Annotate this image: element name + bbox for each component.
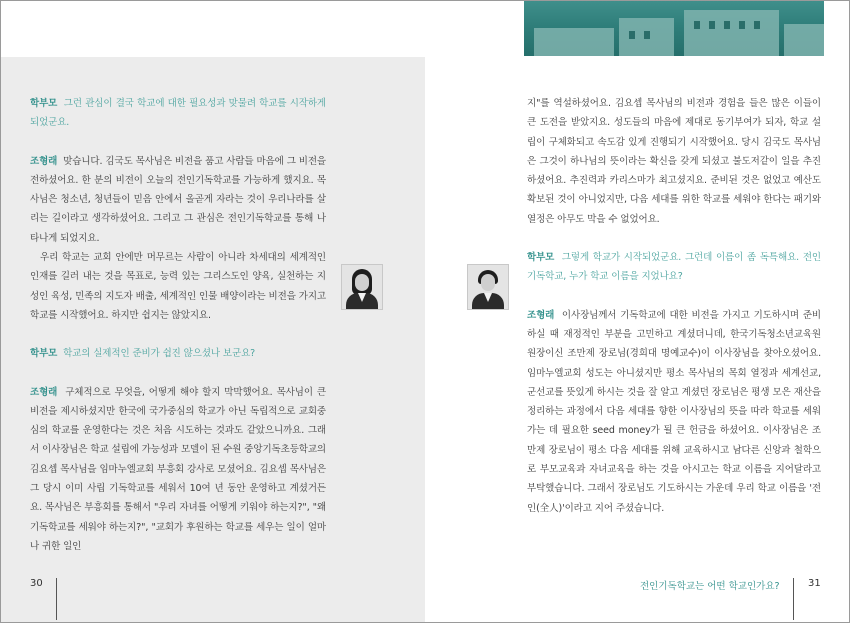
running-footer-title: 전인기독학교는 어떤 학교인가요? [640, 581, 780, 592]
speaker-label: 조형래 [30, 155, 58, 167]
paragraph [30, 344, 326, 363]
answer-text: 지"를 역설하셨어요. 김요셉 목사님의 비전과 경험을 들은 많은 이들이 큰 도전을 받았지요. 성도들의 마음에 제대로 동기부여가 되자, 학교 설립이 구체화되고 속도감 있게 진행되기 시작했어요. 당시 김국도 목사님은 그것이 하나님의 뜻이라는 확신을 갖게 되셨고 불도저같이 일을 추진하셨어요. 추진력과 카리스마가 최고셨지요. 준비된 것은 없었고 예산도 확보된 것이 아니었지만, 다음 세대를 위한 학교를 세워야 한다는 패기와 열정은 아무도 막을 수 없었어요. [527, 98, 821, 225]
answer-text: 구체적으로 무엇을, 어떻게 해야 할지 막막했어요. 목사님이 큰 비전을 제시하셨지만 한국에 국가중심의 학교가 아닌 독립적으로 교회중심의 학교를 운영한다는 것은 처음 시도하는 것과도 같았으니까요. 그래서 이사장님은 학교 설립에 가능성과 모델이 된 수원 중앙기독초등학교의 김요셉 목사님을 임마누엘교회 부흥회 강사로 모셨어요. 김요셉 목사님은 그 당시 이미 사립 기독학교를 세워서 10여 년 동안 운영하고 계셨거든요. 목사님은 부흥회를 통해서 "우리 자녀를 어떻게 키워야 하는지?", "왜 기독학교를 세워야 하는지?", "교회가 후원하는 학교를 세우는 일이 얼마나 귀한 일인 [30, 386, 326, 552]
speaker-label: 학부모 [527, 252, 555, 264]
speaker-label: 학부모 [30, 348, 58, 360]
speaker-label: 조형래 [527, 309, 555, 321]
answer-text: 이사장님께서 기독학교에 대한 비전을 가지고 기도하시며 준비하실 때 재정적인 부분을 고민하고 계셨더니데, 한국기독청소년교육원 원장이신 조만제 장로님(경희대 명예교수)이 이사장님을 찾아오셨어요. 임마누엘교회 성도는 아니셨지만 평소 목사님의 목회 열정과 세계선교, 군선교를 뜻있게 하시는 것을 잘 알고 계셨던 장로님은 평생 모은 재산을 정리하는 과정에서 다음 세대를 향한 이사장님의 뜻을 따라 학교를 세워 가는 데 필요한 seed money가 될 큰 헌금을 하셨어요. 이사장님은 조만제 장로님이 평소 다음 세대를 위해 교육하시고 남다른 신앙과 철학으로 부모교육과 자녀교육을 하는 것을 아시고는 학교 이름을 지어달라고 부탁했습니다. 그래서 장로님도 기도하시는 가운데 우리 학교 이름을 '전인(全人)'이라고 지어 주셨습니다. [527, 309, 821, 514]
student-portrait-boy-icon [467, 264, 509, 310]
school-building-photo [524, 1, 824, 56]
footer-divider [793, 578, 794, 620]
paragraph [527, 94, 821, 229]
answer-text: 맞습니다. 김국도 목사님은 비전을 품고 사람들 마음에 그 비전을 전하셨어요. 한 분의 비전이 오늘의 전인기독학교를 가능하게 했지요. 목사님은 청소년, 청년들이 믿음 안에서 올곧게 자라는 것이 우리나라를 살리는 길이라고 생각하셨어요. 그리고 그 관심은 전인기독학교를 통해 나타나게 되었지요. [30, 155, 326, 244]
right-page-text [527, 94, 821, 518]
paragraph [30, 94, 326, 133]
paragraph [30, 248, 326, 325]
footer-divider [56, 578, 57, 620]
paragraph [30, 152, 326, 248]
question-text: 그렇게 학교가 시작되었군요. 그런데 이름이 좀 독특해요. 전인기독학교, 누가 학교 이름을 지었나요? [527, 252, 821, 283]
paragraph [527, 306, 821, 518]
speaker-label: 학부모 [30, 98, 58, 109]
question-text: 그런 관심이 결국 학교에 대한 필요성과 맞물려 학교를 시작하게 되었군요. [30, 98, 326, 129]
left-page-text [30, 94, 326, 556]
student-portrait-girl-icon [341, 264, 383, 310]
paragraph [527, 248, 821, 287]
answer-text: 우리 학교는 교회 안에만 머무르는 사람이 아니라 차세대의 세계적인 인재를 길러 내는 것을 목표로, 능력 있는 그리스도인 양육, 실천하는 지성인 육성, 민족의 지도자 배출, 세계적인 인물 배양이라는 비전을 가지고 학교를 시작했어요. 하지만 쉽지는 않았지요. [30, 252, 326, 321]
paragraph [30, 383, 326, 557]
speaker-label: 조형래 [30, 386, 58, 398]
page-number-right: 31 [808, 578, 821, 589]
page-number-left: 30 [30, 578, 43, 589]
question-text: 학교의 실제적인 준비가 쉽진 않으셨나 보군요? [63, 348, 256, 360]
